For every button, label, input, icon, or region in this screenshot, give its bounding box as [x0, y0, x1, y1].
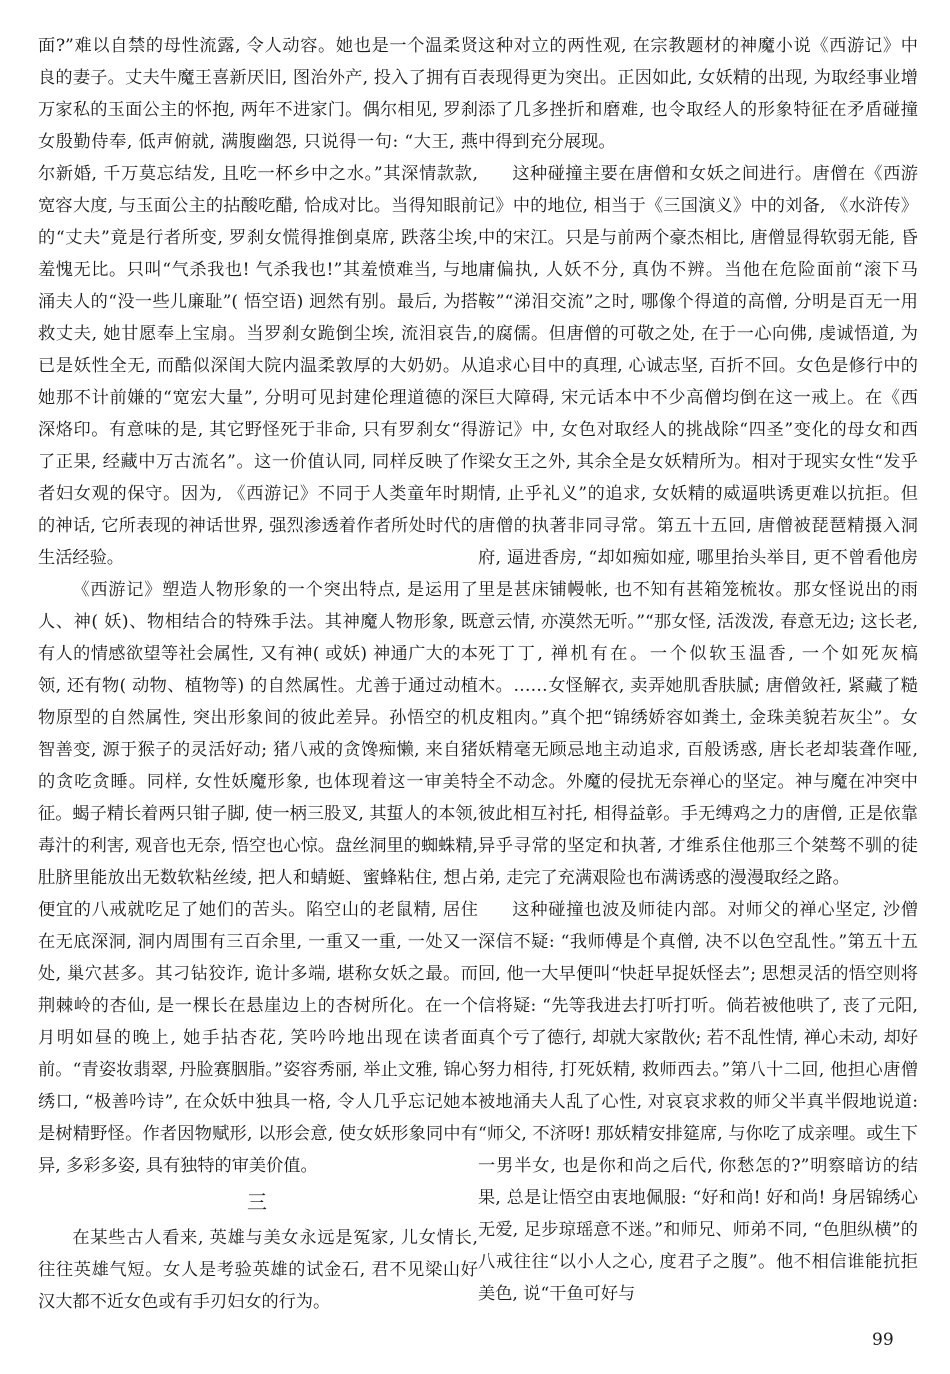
body-paragraph: 这种对立的两性观, 在宗教题材的神魔小说《西游记》中表现得更为突出。正因如此, 女妖精的出现, 为取经事业增添了几多挫折和磨难, 也令取经人的形象特征在矛盾碰撞中得到充分展现。 — [478, 36, 918, 152]
page-number: 99 — [872, 1330, 894, 1350]
body-paragraph: 《西游记》塑造人物形象的一个突出特点, 是运用了人、神( 妖)、物相结合的特殊手法。其神魔人物形象, 既有人的情感欲望等社会属性, 又有神( 或妖) 神通广大的本领, 还有物( 动物、植物等) 的自然属性。尤善于通过动植物原型的自然属性, 突出形象间的彼此差异。孙悟空的机智善变, 源于猴子的灵活好动; 猪八戒的贪馋痴懒, 来自猪的贪吃贪睡。同样, 女性妖魔形象, 也体现着这一审美特征。蝎子精长着两只钳子脚, 使一柄三股叉, 其蜇人的本领, 毒汁的利害, 观音也无奈, 悟空也心惊。盘丝洞里的蜘蛛精, 肚脐里能放出无数软粘丝绫, 把人和蜻蜓、蜜蜂粘住, 想占便宜的八戒就吃足了她们的苦头。陷空山的老鼠精, 居住在无底深洞, 洞内周围有三百余里, 一重又一重, 一处又一处, 巢穴甚多。其刁钻狡诈, 诡计多端, 堪称女妖之最。而荆棘岭的杏仙, 是一棵长在悬崖边上的杏树所化。在一个月明如昼的晚上, 她手拈杏花, 笑吟吟地出现在读者面前。“青姿妆翡翠, 丹脸赛胭脂。”姿容秀丽, 举止文雅, 锦心绣口, “极善吟诗”, 在众妖中独具一格, 令人几乎忘记她本是树精野怪。作者因物赋形, 以形会意, 使女妖形象同中有异, 多彩多姿, 具有独特的审美价值。 — [38, 580, 478, 1176]
body-paragraph: 这种碰撞主要在唐僧和女妖之间进行。唐僧在《西游记》中的地位, 相当于《三国演义》中的刘备, 《水浒传》中的宋江。只是与前两个豪杰相比, 唐僧显得软弱无能, 昏庸偏执, 人妖不分, 真伪不辨。当他在危险面前“滚下马鞍”“涕泪交流”之时, 哪像个得道的高僧, 分明是百无一用的腐儒。但唐僧的可敬之处, 在于一心向佛, 虔诚悟道, 为追求心目中的真理, 心诚志坚, 百折不回。女色是修行中的巨大障碍, 宋元话本中不少高僧均倒在这一戒上。在《西游记》中, 女色对取经人的挑战除“四圣”变化的母女和西梁女王之外, 其余全是女妖精所为。相对于现实女性“发乎情, 止乎礼义”的追求, 女妖精的威逼哄诱更难以抗拒。但唐僧的执著非同寻常。第五十五回, 唐僧被琵琶精摄入洞府, 逼进香房, “却如痴如痖, 哪里抬头举目, 更不曾看他房里是甚床铺幔帐, 也不知有甚箱笼梳妆。那女怪说出的雨意云情, 亦漠然无听。”“那女怪, 活泼泼, 春意无边; 这长老, 死丁丁, 禅机有在。一个似软玉温香, 一个如死灰槁木。……女怪解衣, 卖弄她肌香肤腻; 唐僧敛衽, 紧藏了糙皮粗肉。”真个把“锦绣娇容如粪土, 金珠美貌若灰尘”。女妖精毫无顾忌地主动追求, 百般诱惑, 唐长老却装聋作哑, 全不动念。外魔的侵扰无奈禅心的坚定。神与魔在冲突中彼此相互衬托, 相得益彰。手无缚鸡之力的唐僧, 正是依靠异乎寻常的坚定和执著, 才维系住他那三个桀骜不驯的徒弟, 走完了充满艰险也布满诱惑的漫漫取经之路。 — [478, 164, 918, 888]
left-column — [38, 30, 478, 1318]
body-paragraph: 这种碰撞也波及师徒内部。对师父的禅心坚定, 沙僧深信不疑: “我师傅是个真僧, 决不以色空乱性。”第五十五回, 他一大早便叫“快赶早捉妖怪去”; 思想灵活的悟空则将信将疑: “先等我进去打听打听。倘若被他哄了, 丧了元阳, 真个亏了德行, 却就大家散伙; 若不乱性情, 禅心未动, 却好努力相待, 打死妖精, 救师西去。”第八十二回, 他担心唐僧被地涌夫人乱了心性, 对哀哀求救的师父半真半假地说道: “师父, 不济呀! 那妖精安排筵席, 与你吃了成亲哩。或生下一男半女, 也是你和尚之后代, 你愁怎的?”明察暗访的结果, 总是让悟空由衷地佩服: “好和尚! 好和尚! 身居锦绣心无爱, 足步琼瑶意不迷。”和师兄、师弟不同, “色胆纵横”的八戒往往“以小人之心, 度君子之腹”。他不相信谁能抗拒美色, 说“干鱼可好与 — [478, 900, 918, 1304]
right-column — [478, 30, 918, 1310]
section-heading: 三 — [247, 1190, 269, 1214]
body-paragraph: 面?”难以自禁的母性流露, 令人动容。她也是一个温柔贤良的妻子。丈夫牛魔王喜新厌旧, 图治外产, 投入了拥有百万家私的玉面公主的怀抱, 两年不进家门。偶尔相见, 罗刹女殷勤侍奉, 低声俯就, 满腹幽怨, 只说得一句: “大王, 燕尔新婚, 千万莫忘结发, 且吃一杯乡中之水。”其深情款款, 宽容大度, 与玉面公主的拈酸吃醋, 恰成对比。当得知眼前的“丈夫”竟是行者所变, 罗刹女慌得推倒桌席, 跌落尘埃, 羞愧无比。只叫“气杀我也! 气杀我也!”其羞愤难当, 与地涌夫人的“没一些儿廉耻”( 悟空语) 迥然有别。最后, 为搭救丈夫, 她甘愿奉上宝扇。当罗刹女跪倒尘埃, 流泪哀告, 已是妖性全无, 而酷似深闺大院内温柔敦厚的大奶奶。从她那不计前嫌的“宽宏大量”, 分明可见封建伦理道德的深深烙印。有意味的是, 其它野怪死于非命, 只有罗刹女“得了正果, 经藏中万古流名”。这一价值认同, 同样反映了作者妇女观的保守。因为, 《西游记》不同于人类童年时期的神话, 它所表现的神话世界, 强烈渗透着作者所处时代的生活经验。 — [38, 36, 478, 568]
body-paragraph: 在某些古人看来, 英雄与美女永远是冤家, 儿女情长, 往往英雄气短。女人是考验英雄的试金石, 君不见梁山好汉大都不近女色或有手刃妇女的行为。 — [38, 1228, 478, 1312]
